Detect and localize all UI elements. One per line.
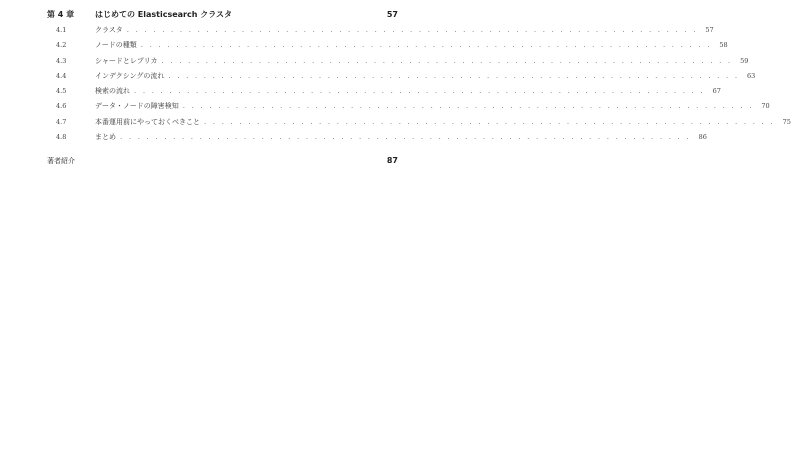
section-title: クラスタ [95, 26, 123, 34]
toc-entry-4-8[interactable] [47, 130, 707, 145]
section-title: ノードの種類 [95, 41, 137, 50]
toc-entry-4-6[interactable] [47, 99, 770, 114]
section-title: 本番運用前にやっておくべきこと [95, 117, 200, 126]
section-page-number: 67 [712, 87, 721, 96]
section-title: シャードとレプリカ [95, 56, 158, 65]
author-profile-label: 著者紹介 [47, 157, 75, 166]
section-number: 4.1 [56, 26, 67, 34]
toc-entry-4-4[interactable] [47, 69, 756, 84]
section-number: 4.3 [56, 56, 67, 65]
leader-dots: . . . . . . . . . . . . . . . . . . . . . . . . . . . . . . . . . . . . . . . . . . . . . . . . . . . . . . . . . . . . . . . . . [182, 102, 754, 111]
section-number: 4.5 [56, 87, 67, 96]
leader-dots: . . . . . . . . . . . . . . . . . . . . . . . . . . . . . . . . . . . . . . . . . . . . . . . . . . . . . . . . . . . . . . . . . [134, 87, 705, 96]
section-page-number: 59 [740, 56, 749, 65]
toc-entry-4-1[interactable] [47, 23, 714, 38]
section-title: まとめ [95, 133, 116, 142]
chapter-heading[interactable] [47, 7, 398, 23]
section-number: 4.2 [56, 41, 67, 50]
leader-dots: . . . . . . . . . . . . . . . . . . . . . . . . . . . . . . . . . . . . . . . . . . . . . . . . . . . . . . . . . . . . . . . . . [126, 26, 698, 34]
section-number: 4.4 [56, 71, 67, 80]
toc-entry-4-3[interactable] [47, 54, 749, 69]
section-page-number: 57 [705, 26, 714, 34]
section-page-number: 70 [761, 102, 770, 111]
author-page-number: 87 [386, 156, 398, 166]
chapter-page-number: 57 [386, 10, 398, 19]
section-page-number: 58 [719, 41, 728, 50]
table-of-contents [47, 7, 791, 169]
section-number: 4.8 [56, 133, 67, 142]
section-page-number: 63 [746, 71, 756, 80]
section-number: 4.7 [56, 117, 67, 126]
toc-entry-4-2[interactable] [47, 38, 728, 53]
section-page-number: 86 [698, 133, 707, 142]
toc-entry-4-5[interactable] [47, 84, 721, 99]
section-title: データ・ノードの障害検知 [95, 102, 179, 111]
chapter-title: はじめての Elasticsearch クラスタ [95, 10, 232, 19]
leader-dots: . . . . . . . . . . . . . . . . . . . . . . . . . . . . . . . . . . . . . . . . . . . . . . . . . . . . . . . . . . . . . . . . . [120, 133, 691, 142]
section-number: 4.6 [56, 102, 67, 111]
section-page-number: 75 [782, 117, 791, 126]
toc-entry-4-7[interactable] [47, 115, 791, 130]
section-title: インデクシングの流れ [95, 71, 165, 80]
leader-dots: . . . . . . . . . . . . . . . . . . . . . . . . . . . . . . . . . . . . . . . . . . . . . . . . . . . . . . . . . . . . . . . . . [140, 41, 712, 50]
chapter-number: 第 4 章 [47, 10, 75, 19]
section-title: 検索の流れ [95, 87, 130, 96]
author-profile-entry[interactable] [47, 153, 398, 168]
leader-dots: . . . . . . . . . . . . . . . . . . . . . . . . . . . . . . . . . . . . . . . . . . . . . . . . . . . . . . . . . . . . . . . . . [168, 71, 740, 80]
leader-dots: . . . . . . . . . . . . . . . . . . . . . . . . . . . . . . . . . . . . . . . . . . . . . . . . . . . . . . . . . . . . . . . . . [204, 117, 775, 126]
leader-dots: . . . . . . . . . . . . . . . . . . . . . . . . . . . . . . . . . . . . . . . . . . . . . . . . . . . . . . . . . . . . . . . . . [161, 56, 733, 65]
